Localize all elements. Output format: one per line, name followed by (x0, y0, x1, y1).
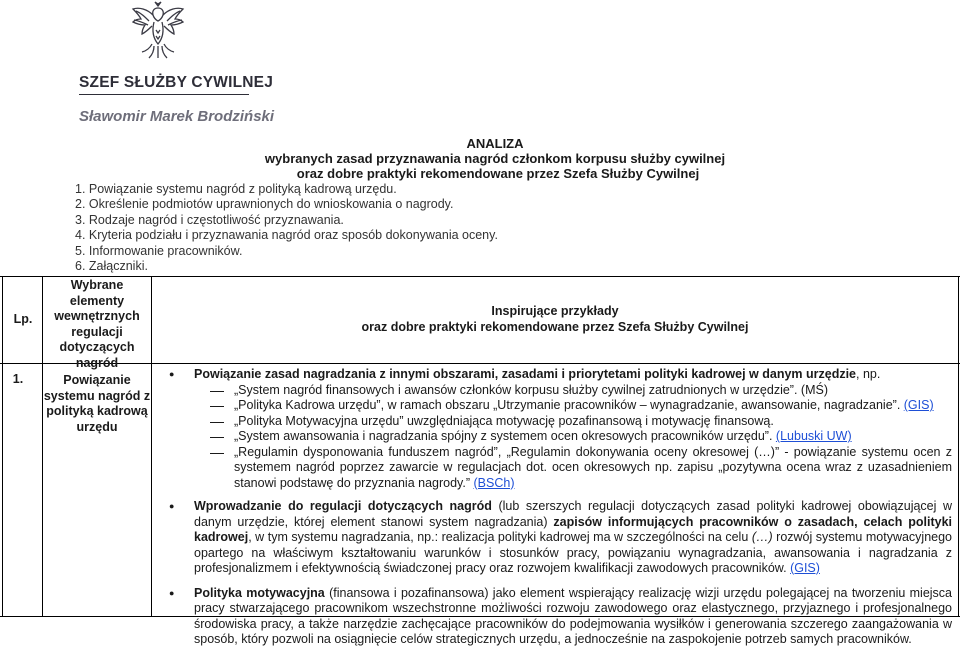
official-name: Sławomir Marek Brodziński (79, 108, 275, 125)
bullet-italic: (…) (751, 530, 773, 544)
toc-item: 5. Informowanie pracowników. (75, 243, 243, 258)
header-elements: Wybrane elementy wewnętrznych regulacji dotyczących nagród (54, 278, 140, 370)
bullet-bold: Wprowadzanie do regulacji dotyczących nagród (194, 499, 492, 513)
toc-item: 1. Powiązanie systemu nagród z polityką kadrową urzędu. (75, 182, 397, 196)
source-link[interactable]: (GIS) (903, 398, 934, 412)
list-item (166, 499, 952, 577)
header-examples-line1: Inspirujące przykłady (491, 304, 619, 318)
bullet-text: (lub szerszych regulacji dotyczących zasad polityki kadrowej obowiązującej w danym urzędzie, której element stanowi system nagradzania) (194, 499, 953, 529)
sub-list-item (166, 383, 952, 399)
sub-list-item (166, 414, 952, 430)
sub-text: „Polityka Motywacyjna urzędu” uwzględniająca motywację pozafinansową i motywację finansową. (234, 413, 774, 428)
table-border-top (0, 276, 960, 277)
header-examples-line2: oraz dobre praktyki rekomendowane przez Szefa Służby Cywilnej (361, 319, 749, 334)
header-lp: Lp. (13, 312, 33, 326)
office-name: SZEF SŁUŻBY CYWILNEJ (79, 74, 274, 91)
sub-text: „System nagród finansowych i awansów członków korpusu służby cywilnej zatrudnionych w urzędzie”. (MŚ) (234, 382, 828, 397)
row-number: 1. (12, 372, 24, 386)
bullet-text: (finansowa i pozafinansowa) jako element wspierający realizację wizji urzędu polegającej na tworzeniu miejsca pracy stwarzającego pracownikom wszechstronne możliwości rozwoju zawodowego oraz elastycznego, przyjaznego i profesjonalnego środowiska pracy, a także narzędzie zachęcające pracowników do podejmowania wysiłków i generowania szczerego zaangażowania w sposób, który pozwoli na osiągnięcie celów strategicznych urzędu, a jednocześnie na zaspokojenie potrzeb samych pracowników. (194, 585, 952, 646)
sub-list-item (166, 445, 952, 492)
toc-item: 6. Załączniki. (75, 259, 148, 274)
document-subtitle-line1: wybranych zasad przyznawania nagród członkom korpusu służby cywilnej (264, 151, 726, 166)
logo-divider (79, 94, 249, 95)
bullet-text: , np. (856, 367, 881, 381)
bullet-bold: Polityka motywacyjna (194, 585, 325, 600)
toc-item: 4. Kryteria podziału i przyznawania nagród oraz sposób dokonywania oceny. (75, 228, 498, 243)
bullet-text: rozwój systemu motywacyjnego opartego na właściwym kształtowaniu warunków i stosunków pracy, powiązaniu wynagradzania, awansowania i nagradzania z profesjonalizmem i efektywnością świadczonej pracy oraz rozwojem kwalifikacji zawodowych pracowników. (194, 530, 953, 575)
sub-text: „Polityka Kadrowa urzędu”, w ramach obszaru „Utrzymanie pracowników – wynagradzanie, awansowanie, nagradzanie”. (234, 398, 904, 412)
sub-list-item (166, 429, 952, 445)
polish-eagle-emblem-icon (128, 0, 188, 62)
list-item (166, 586, 952, 648)
table-of-contents (75, 182, 498, 274)
source-link[interactable]: (Lubuski UW) (775, 429, 852, 443)
source-link[interactable]: (GIS) (790, 561, 820, 575)
document-title: ANALIZA (466, 136, 524, 151)
header-examples (152, 304, 958, 335)
bullet-bold: Powiązanie zasad nagradzania z innymi obszarami, zasadami i priorytetami polityki kadrowej w danym urzędzie (194, 367, 857, 381)
bullet-text: , w tym systemu nagradzania, np.: realizacja polityki kadrowej ma w szczególności na celu (248, 530, 752, 544)
row-element: Powiązanie systemu nagród z polityką kadrową urzędu (43, 373, 151, 434)
document-subtitle-line2: oraz dobre praktyki rekomendowane przez Szefa Służby Cywilnej (296, 166, 700, 181)
toc-item: 2. Określenie podmiotów uprawnionych do wnioskowania o nagrody. (75, 197, 454, 212)
bullet-bold: zapisów informujących pracowników o zasadach, celach polityki kadrowej (194, 514, 953, 544)
toc-item: 3. Rodzaje nagród i częstotliwość przyznawania. (75, 212, 344, 227)
sub-text: „Regulamin dysponowania funduszem nagród”, „Regulamin dokonywania oceny okresowej (…)” - powiązanie systemu ocen z systemem nagród poprzez zawarcie w regulacjach dot. ocen okresowych np. zapisu „pozytywna ocena wraz z uzasadnieniem stanowi podstawę do przyznania nagrody.” (234, 444, 952, 490)
list-item (166, 367, 952, 383)
source-link[interactable]: (BSCh) (473, 475, 515, 490)
examples-cell (166, 367, 952, 648)
table-border-right (958, 276, 959, 617)
sub-list-item (166, 398, 952, 414)
sub-text: „System awansowania i nagradzania spójny z systemem ocen okresowych pracowników urzędu”. (234, 429, 776, 443)
